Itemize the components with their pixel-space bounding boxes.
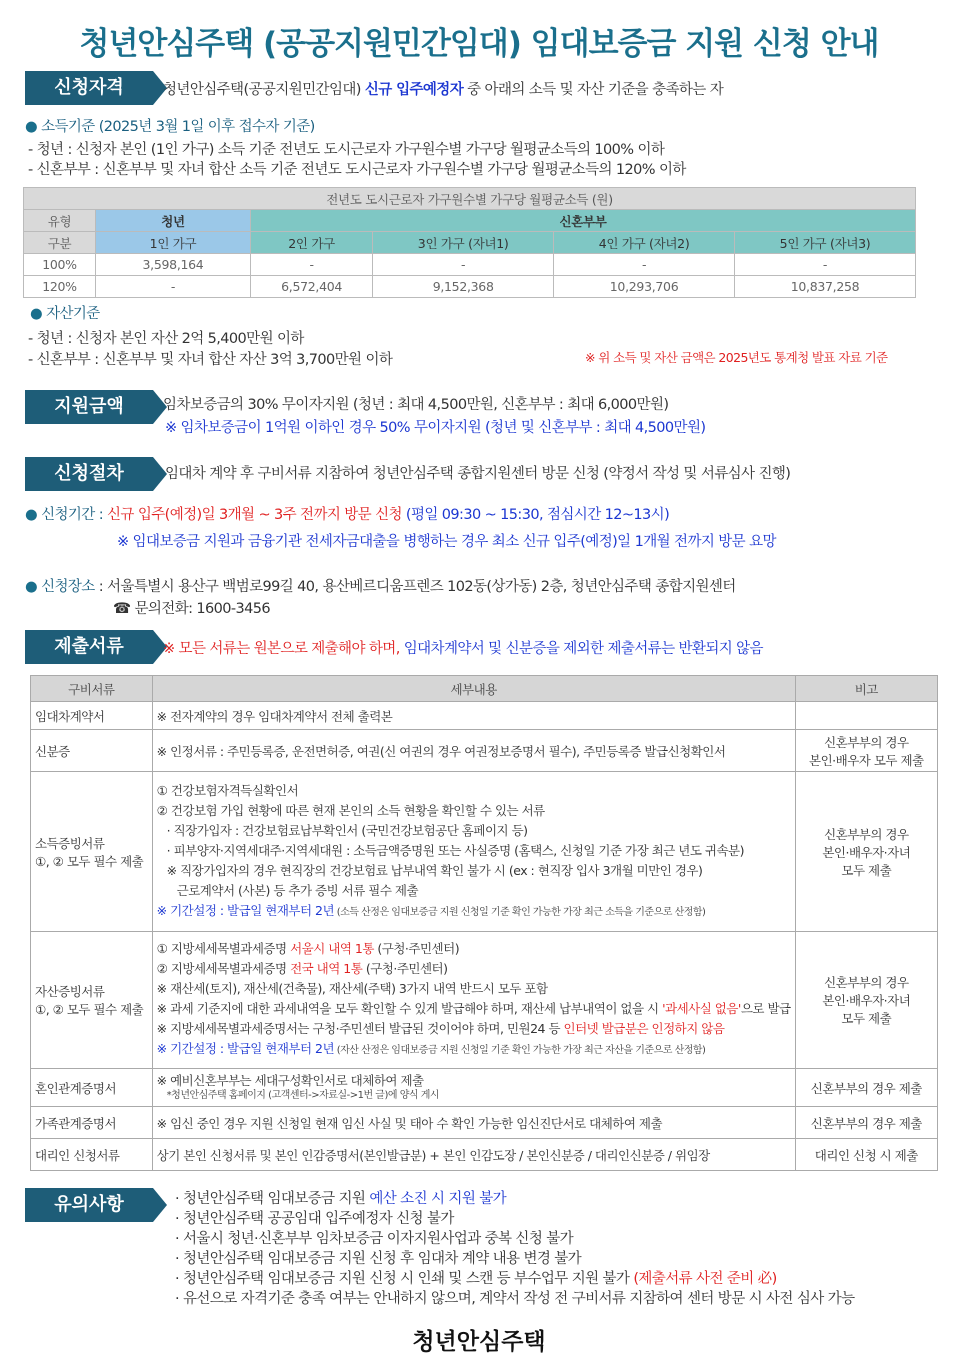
support-badge: 지원금액	[25, 390, 153, 424]
eligibility-badge: 신청자격	[25, 71, 153, 105]
table-row: 대리인 신청서류 상기 본인 신청서류 및 본인 인감증명서(본인발급분) + 본인 인감도장 / 본인신분증 / 대리인신분증 / 위임장 대리인 신청 시 제출	[31, 1139, 938, 1171]
asset-note: ※ 위 소득 및 자산 금액은 2025년도 통계청 발표 자료 기준	[585, 350, 888, 365]
household-4: 4인 가구 (자녀2)	[554, 232, 735, 254]
income-table-class-label: 구분	[24, 232, 96, 254]
table-row: 혼인관계증명서 ※ 예비신혼부부는 세대구성확인서로 대체하여 제출 *청년안심주택 홈페이지 (고객센터->자료실->1번 글)에 양식 게시 신혼부부의 경우 제출	[31, 1069, 938, 1107]
doc-header-name: 구비서류	[31, 676, 153, 702]
income-criteria-heading: ● 소득기준 (2025년 3월 1일 이후 접수자 기준)	[25, 119, 315, 135]
procedure-line1: 임대차 계약 후 구비서류 지참하여 청년안심주택 종합지원센터 방문 신청 (약정서 작성 및 서류심사 진행)	[165, 466, 791, 482]
eligibility-intro: 청년안심주택(공공지원민간임대) 신규 입주예정자 중 아래의 소득 및 자산 기준을 충족하는 자	[163, 82, 724, 98]
application-period-note: ※ 임대보증금 지원과 금융기관 전세자금대출을 병행하는 경우 최소 신규 입주(예정)일 1개월 전까지 방문 요망	[117, 534, 776, 550]
income-table-caption: 전년도 도시근로자 가구원수별 가구당 월평균소득 (원)	[24, 188, 916, 210]
table-row: 소득증빙서류 ①, ② 모두 필수 제출 ① 건강보험자격득실확인서 ② 건강보험 가입 현황에 따른 현재 본인의 소득 현황을 확인할 수 있는 서류 · 직장가입자 : 건강보험료납부확인서 (국민건강보험공단 홈페이지 등) · 피부양자·지역세대주·지역세대원 : 소득금액증명원 또는 사실증명 (홈택스, 신청일 기준 가장 최근 년도 귀속분) ※ 직장가입자의 경우 현직장의 건강보험료 납부내역 확인 불가 시 (ex : 현직장 입사 3개월 미만인 경우) 근로계약서 (사본) 등 추가 증빙 서류 필수 제출 ※ 기간설정 : 발급일 현재부터 2년 (소득 산정은 임대보증금 지원 신청일 기준 확인 가능한 가장 최근 소득을 기준으로 산정함) 신혼부부의 경우 본인·배우자·자녀 모두 제출	[31, 772, 938, 932]
income-table-couple-header: 신혼부부	[251, 210, 916, 232]
page-title: 청년안심주택 (공공지원민간임대) 임대보증금 지원 신청 안내	[79, 26, 879, 62]
documents-badge: 제출서류	[25, 630, 153, 664]
household-5: 5인 가구 (자녀3)	[735, 232, 916, 254]
phone-number: ☎ 문의전화: 1600-3456	[113, 601, 271, 617]
household-2: 2인 가구	[251, 232, 373, 254]
asset-criteria-youth: - 청년 : 신청자 본인 자산 2억 5,400만원 이하	[28, 331, 304, 347]
household-1: 1인 가구	[96, 232, 251, 254]
household-3: 3인 가구 (자녀1)	[373, 232, 554, 254]
income-table-type-label: 유형	[24, 210, 96, 232]
table-row: 임대차계약서 ※ 전자계약의 경우 임대차계약서 전체 출력본	[31, 702, 938, 730]
note-item: · 청년안심주택 임대보증금 지원 신청 시 인쇄 및 스캔 등 부수업무 지원 불가 (제출서류 사전 준비 必)	[175, 1271, 777, 1287]
note-item: · 유선으로 자격기준 충족 여부는 안내하지 않으며, 계약서 작성 전 구비서류 지참하여 센터 방문 시 사전 심사 가능	[175, 1291, 855, 1307]
table-row: 자산증빙서류 ①, ② 모두 필수 제출 ① 지방세세목별과세증명 서울시 내역 1통 (구청·주민센터) ② 지방세세목별과세증명 전국 내역 1통 (구청·주민센터) ※ 재산세(토지), 재산세(건축물), 재산세(주택) 3가지 내역 반드시 모두 포함 ※ 과세 기준지에 대한 과세내역을 모두 확인할 수 있게 발급해야 하며, 재산세 납부내역이 없을 시 '과세사실 없음'으로 발급 ※ 지방세세목별과세증명서는 구청·주민센터 발급된 것이어야 하며, 민원24 등 인터넷 발급분은 인정하지 않음 ※ 기간설정 : 발급일 현재부터 2년 (자산 산정은 임대보증금 지원 신청일 기준 확인 가능한 가장 최근 자산을 기준으로 산정함) 신혼부부의 경우 본인·배우자·자녀 모두 제출	[31, 932, 938, 1069]
documents-note: ※ 모든 서류는 원본으로 제출해야 하며, 임대차계약서 및 신분증을 제외한 제출서류는 반환되지 않음	[163, 641, 763, 657]
income-criteria-couple: - 신혼부부 : 신혼부부 및 자녀 합산 소득 기준 전년도 도시근로자 가구원수별 가구당 월평균소득의 120% 이하	[28, 162, 686, 178]
income-row-100: 100% 3,598,164 - - - -	[24, 254, 916, 276]
income-criteria-youth: - 청년 : 신청자 본인 (1인 가구) 소득 기준 전년도 도시근로자 가구원수별 가구당 월평균소득의 100% 이하	[28, 142, 665, 158]
note-item: · 청년안심주택 임대보증금 지원 신청 후 임대차 계약 내용 변경 불가	[175, 1251, 582, 1267]
income-row-120: 120% - 6,572,404 9,152,368 10,293,706 10,837,258	[24, 276, 916, 298]
application-period: ● 신청기간 : 신규 입주(예정)일 3개월 ~ 3주 전까지 방문 신청 (평일 09:30 ~ 15:30, 점심시간 12~13시)	[25, 507, 670, 523]
doc-header-detail: 세부내용	[152, 676, 795, 702]
support-line2: ※ 임차보증금이 1억원 이하인 경우 50% 무이자지원 (청년 및 신혼부부 : 최대 4,500만원)	[165, 420, 706, 436]
asset-criteria-couple: - 신혼부부 : 신혼부부 및 자녀 합산 자산 3억 3,700만원 이하	[28, 352, 393, 368]
note-item: · 청년안심주택 임대보증금 지원 예산 소진 시 지원 불가	[175, 1191, 507, 1207]
application-place: ● 신청장소 : 서울특별시 용산구 백범로99길 40, 용산베르디움프렌즈 102동(상가동) 2층, 청년안심주택 종합지원센터	[25, 579, 736, 595]
note-item: · 청년안심주택 공공임대 입주예정자 신청 불가	[175, 1211, 454, 1227]
documents-table	[30, 675, 938, 1171]
footer-logo-text: 청년안심주택	[412, 1329, 546, 1355]
doc-header-remark: 비고	[795, 676, 937, 702]
income-table-youth-header: 청년	[96, 210, 251, 232]
procedure-badge: 신청절차	[25, 457, 153, 491]
table-row: 가족관계증명서 ※ 임신 중인 경우 지원 신청일 현재 임신 사실 및 태아 수 확인 가능한 임신진단서로 대체하여 제출 신혼부부의 경우 제출	[31, 1107, 938, 1139]
support-line1: 임차보증금의 30% 무이자지원 (청년 : 최대 4,500만원, 신혼부부 : 최대 6,000만원)	[163, 397, 669, 413]
asset-criteria-heading: ● 자산기준	[30, 306, 100, 322]
table-row: 신분증 ※ 인정서류 : 주민등록증, 운전면허증, 여권(신 여권의 경우 여권정보증명서 필수), 주민등록증 발급신청확인서 신혼부부의 경우 본인·배우자 모두 제출	[31, 730, 938, 772]
income-table	[23, 187, 916, 298]
notes-badge: 유의사항	[25, 1188, 153, 1222]
note-item: · 서울시 청년·신혼부부 임차보증금 이자지원사업과 중복 신청 불가	[175, 1231, 574, 1247]
